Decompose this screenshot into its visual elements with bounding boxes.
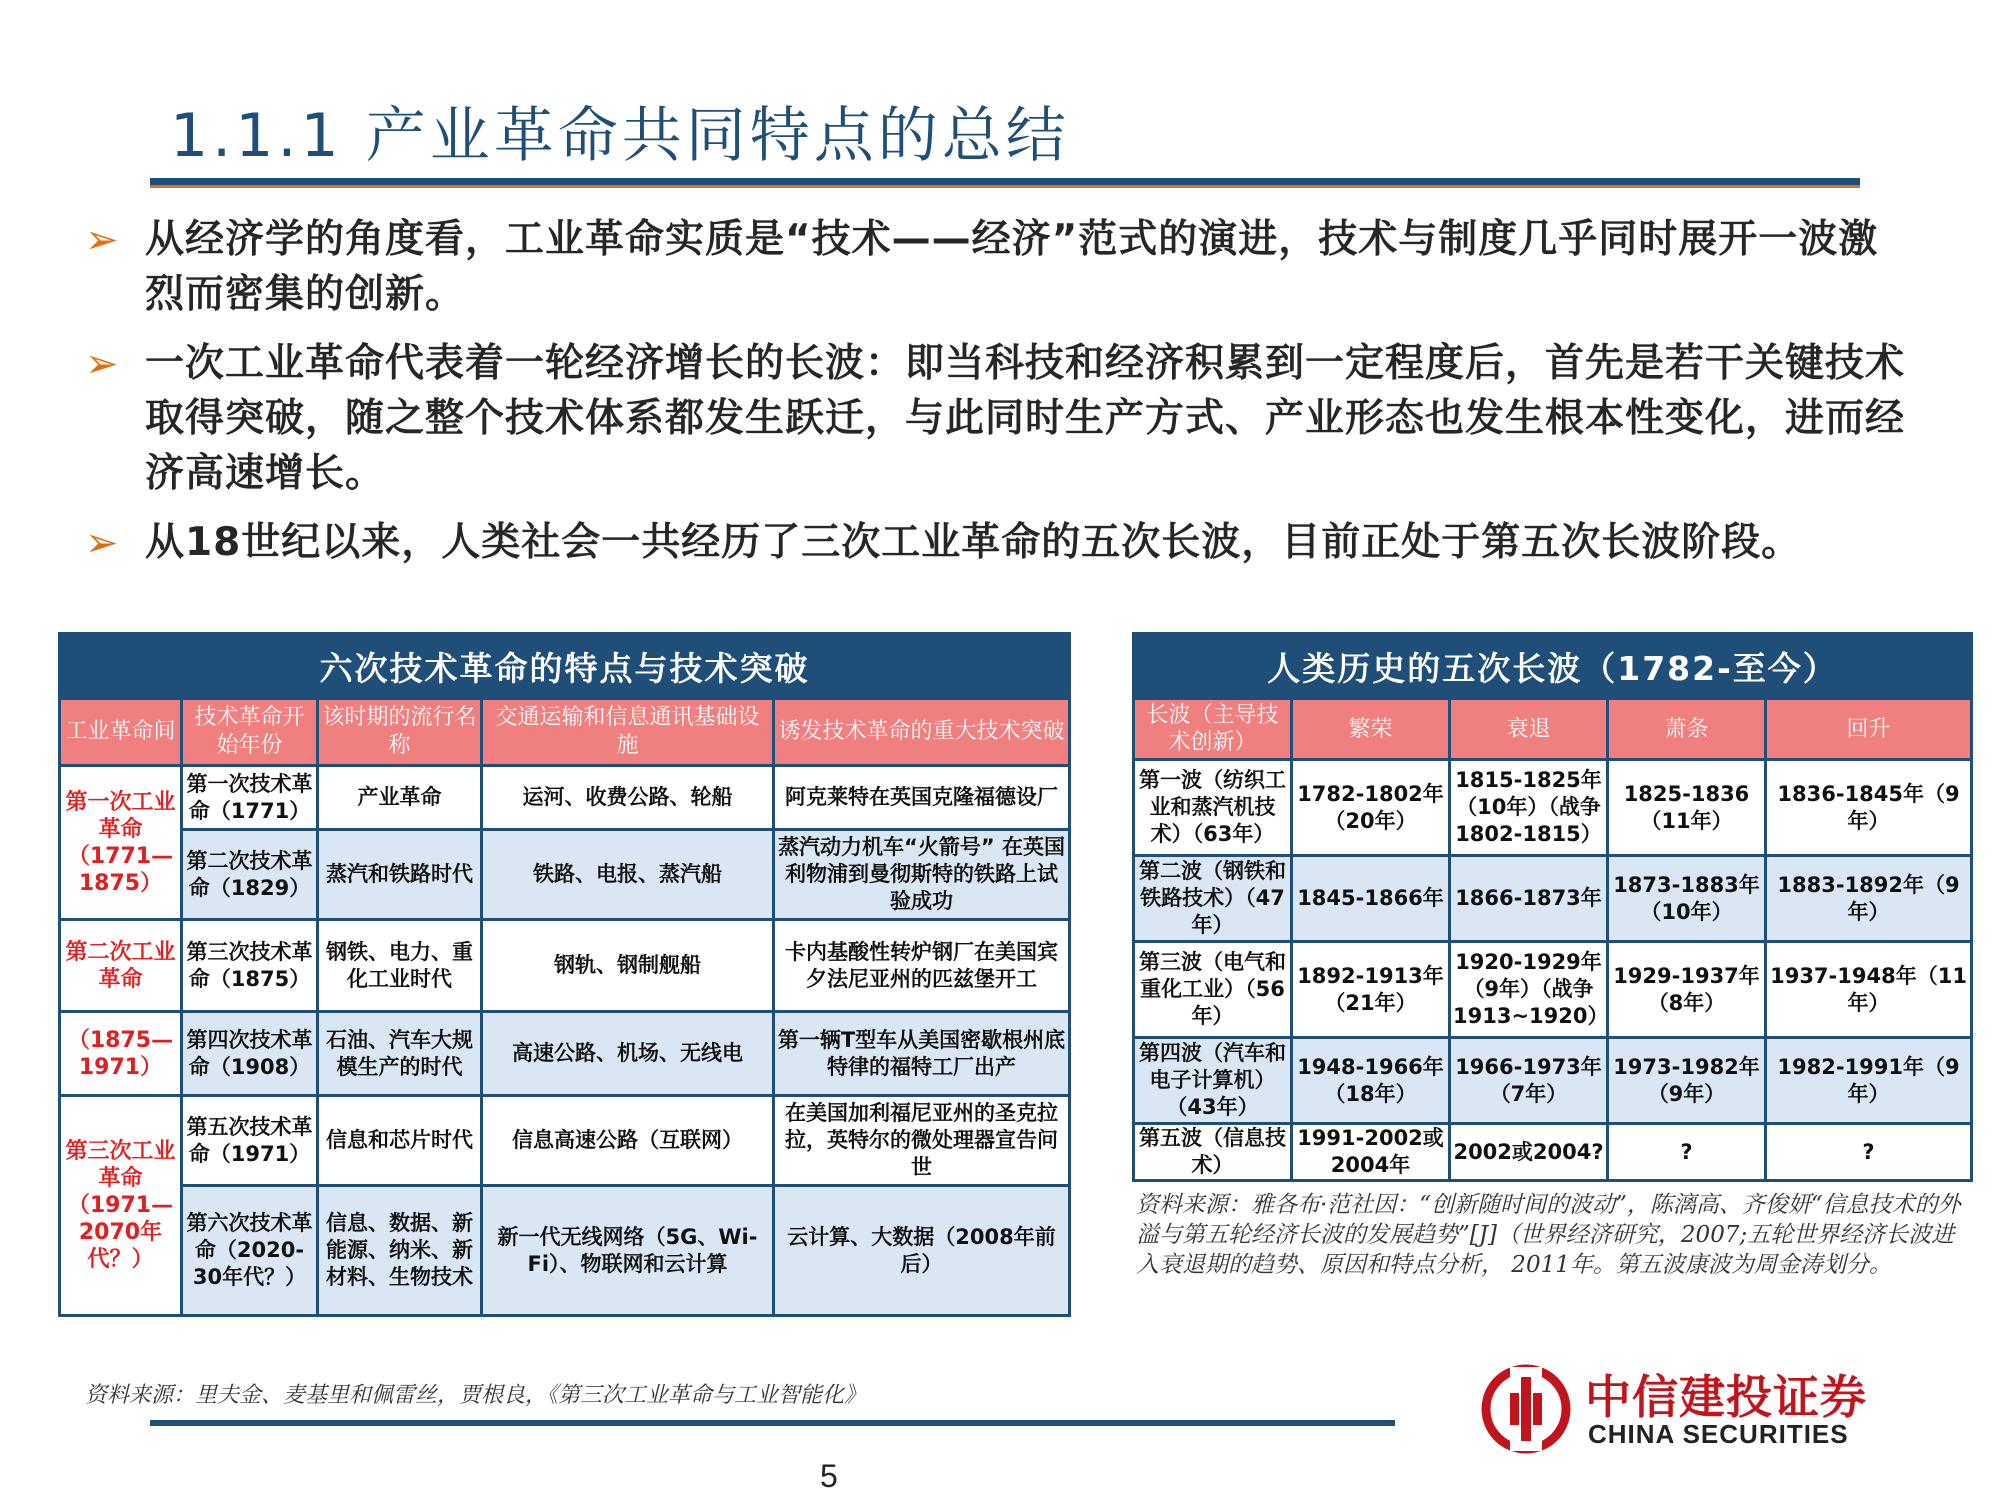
- column-header: 长波（主导技术创新）: [1134, 699, 1292, 760]
- table-cell: 1991-2002或2004年: [1292, 1124, 1450, 1181]
- table-cell: 1973-1982年（9年）: [1608, 1038, 1766, 1124]
- table-cell: 蒸汽动力机车“火箭号” 在英国利物浦到曼彻斯特的铁路上试验成功: [774, 830, 1070, 920]
- table-cell: 高速公路、机场、无线电: [482, 1012, 774, 1096]
- table-row: [1134, 760, 1972, 856]
- table-cell: 第二次技术革命（1829）: [182, 830, 318, 920]
- table-cell: 第一波（纺织工业和蒸汽机技术）（63年）: [1134, 760, 1292, 856]
- page-number: 5: [820, 1458, 838, 1494]
- table-row: [60, 1186, 1070, 1316]
- table-cell: 第一辆T型车从美国密歇根州底特律的福特工厂出产: [774, 1012, 1070, 1096]
- table-cell: 蒸汽和铁路时代: [318, 830, 482, 920]
- table-cell: 第四波（汽车和电子计算机）（43年）: [1134, 1038, 1292, 1124]
- table-cell: 1866-1873年: [1450, 856, 1608, 942]
- table-cell: 卡内基酸性转炉钢厂在美国宾夕法尼亚州的匹兹堡开工: [774, 920, 1070, 1012]
- column-header: 工业革命间: [60, 699, 182, 766]
- era-cell: 第三次工业革命（1971—2070年代？）: [60, 1096, 182, 1316]
- bullet-text: 一次工业革命代表着一轮经济增长的长波：即当科技和经济积累到一定程度后，首先是若干关键技术取得突破，随之整个技术体系都发生跃迁，与此同时生产方式、产业形态也发生根本性变化，进而经济高速增长。: [145, 341, 1906, 496]
- table-row: [1134, 856, 1972, 942]
- table-row: [1134, 942, 1972, 1038]
- column-header: 技术革命开始年份: [182, 699, 318, 766]
- table-caption: 人类历史的五次长波（1782-至今）: [1134, 634, 1972, 699]
- table-cell: 1873-1883年（10年）: [1608, 856, 1766, 942]
- era-cell: 第二次工业革命: [60, 920, 182, 1012]
- right-source-note: 资料来源：雅各布·范社因：“创新随时间的波动”，陈漓高、齐俊妍“信息技术的外溢与第五轮经济长波的发展趋势”[J]（世界经济研究，2007;五轮世界经济长波进入衰退期的趋势、原因和特点分析， 2011年。第五波康波为周金涛划分。: [1136, 1192, 1961, 1278]
- table-cell: 在美国加利福尼亚州的圣克拉拉，英特尔的微处理器宣告问世: [774, 1096, 1070, 1186]
- table-row: [60, 1012, 1070, 1096]
- table-cell: 信息、数据、新能源、纳米、新材料、生物技术: [318, 1186, 482, 1316]
- bullet-text: 从18世纪以来，人类社会一共经历了三次工业革命的五次长波，目前正处于第五次长波阶段。: [145, 520, 1802, 565]
- table-cell: 1815-1825年（10年）（战争1802-1815）: [1450, 760, 1608, 856]
- long-wave-table: [1132, 632, 1973, 1182]
- table-cell: 第五波（信息技术）: [1134, 1124, 1292, 1181]
- table-cell: 云计算、大数据（2008年前后）: [774, 1186, 1070, 1316]
- title-divider: [150, 178, 1860, 188]
- column-header: 繁荣: [1292, 699, 1450, 760]
- table-cell: 1883-1892年（9年）: [1766, 856, 1972, 942]
- column-header: 交通运输和信息通讯基础设施: [482, 699, 774, 766]
- bullet-item: [85, 212, 1915, 322]
- company-logo: [1480, 1363, 1890, 1453]
- table-cell: 第五次技术革命（1971）: [182, 1096, 318, 1186]
- table-cell: 第三波（电气和重化工业）（56年）: [1134, 942, 1292, 1038]
- table-cell: 产业革命: [318, 766, 482, 830]
- table-cell: 第二波（钢铁和铁路技术）（47年）: [1134, 856, 1292, 942]
- table-cell: 第四次技术革命（1908）: [182, 1012, 318, 1096]
- left-source-note: 资料来源：里夫金、麦基里和佩雷丝，贾根良，《第三次工业革命与工业智能化》: [85, 1383, 867, 1408]
- table-cell: 1920-1929年（9年）（战争1913~1920）: [1450, 942, 1608, 1038]
- arrow-bullet-icon: ➢: [85, 520, 119, 566]
- table-cell: 1892-1913年（21年）: [1292, 942, 1450, 1038]
- bullet-item: [85, 336, 1915, 501]
- table-row: [60, 766, 1070, 830]
- table-cell: 第六次技术革命（2020-30年代？）: [182, 1186, 318, 1316]
- table-cell: 1782-1802年（20年）: [1292, 760, 1450, 856]
- column-header: 诱发技术革命的重大技术突破: [774, 699, 1070, 766]
- table-cell: 1836-1845年（9年）: [1766, 760, 1972, 856]
- bullet-item: [85, 515, 1915, 571]
- logo-chinese-name: 中信建投证券: [1585, 1370, 1867, 1424]
- table-cell: 1845-1866年: [1292, 856, 1450, 942]
- table-cell: 铁路、电报、蒸汽船: [482, 830, 774, 920]
- table-cell: 第一次技术革命（1771）: [182, 766, 318, 830]
- table-cell: 1948-1966年（18年）: [1292, 1038, 1450, 1124]
- table-cell: 新一代无线网络（5G、Wi-Fi）、物联网和云计算: [482, 1186, 774, 1316]
- column-header: 衰退: [1450, 699, 1608, 760]
- table-cell: 2002或2004?: [1450, 1124, 1608, 1181]
- table-cell: 1929-1937年（8年）: [1608, 942, 1766, 1038]
- era-cell: （1875—1971）: [60, 1012, 182, 1096]
- bottom-divider: [150, 1420, 1395, 1426]
- citic-logo-icon: [1480, 1363, 1572, 1455]
- table-row: [1134, 1124, 1972, 1181]
- table-cell: 1825-1836（11年）: [1608, 760, 1766, 856]
- logo-english-name: CHINA SECURITIES: [1588, 1419, 1849, 1449]
- table-cell: ?: [1766, 1124, 1972, 1181]
- table-cell: 信息高速公路（互联网）: [482, 1096, 774, 1186]
- bullet-text: 从经济学的角度看，工业革命实质是“技术——经济”范式的演进，技术与制度几乎同时展开一波激烈而密集的创新。: [145, 217, 1879, 317]
- table-row: [60, 920, 1070, 1012]
- table-cell: 石油、汽车大规模生产的时代: [318, 1012, 482, 1096]
- table-cell: 第三次技术革命（1875）: [182, 920, 318, 1012]
- table-cell: 1937-1948年（11年）: [1766, 942, 1972, 1038]
- column-header: 萧条: [1608, 699, 1766, 760]
- table-cell: 1966-1973年（7年）: [1450, 1038, 1608, 1124]
- table-cell: 1982-1991年（9年）: [1766, 1038, 1972, 1124]
- table-cell: 阿克莱特在英国克隆福德设厂: [774, 766, 1070, 830]
- table-caption: 六次技术革命的特点与技术突破: [60, 634, 1070, 699]
- column-header: 回升: [1766, 699, 1972, 760]
- table-row: [1134, 1038, 1972, 1124]
- table-cell: 运河、收费公路、轮船: [482, 766, 774, 830]
- table-cell: 钢铁、电力、重化工业时代: [318, 920, 482, 1012]
- table-row: [60, 1096, 1070, 1186]
- tech-revolution-table: [58, 632, 1071, 1317]
- arrow-bullet-icon: ➢: [85, 341, 119, 387]
- bullet-list: [85, 212, 1915, 585]
- table-cell: ?: [1608, 1124, 1766, 1181]
- column-header: 该时期的流行名称: [318, 699, 482, 766]
- page-title: 1.1.1 产业革命共同特点的总结: [170, 101, 1070, 171]
- table-cell: 钢轨、钢制舰船: [482, 920, 774, 1012]
- table-row: [60, 830, 1070, 920]
- table-cell: 信息和芯片时代: [318, 1096, 482, 1186]
- arrow-bullet-icon: ➢: [85, 217, 119, 263]
- era-cell: 第一次工业革命（1771—1875）: [60, 766, 182, 920]
